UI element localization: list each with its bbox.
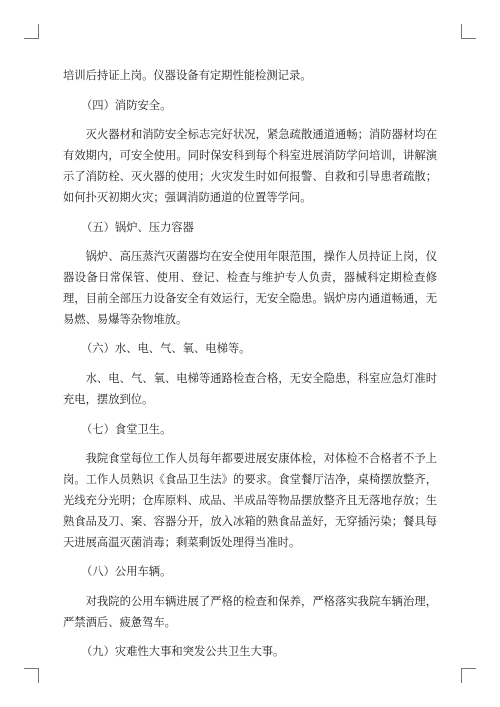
section-heading: （四）消防安全。 xyxy=(81,98,172,112)
section-heading: （九）灾难性大事和突发公共卫生大事。 xyxy=(81,645,285,659)
section-heading: （五）锅炉、压力容器 xyxy=(81,220,194,234)
paragraph: 水、电、气、氧、电梯等通路检查合格，无安全隐患，科室应急灯准时充电，摆放到位。 xyxy=(63,372,437,406)
crop-mark-top-right xyxy=(461,24,476,39)
crop-mark-bottom-left xyxy=(24,668,39,683)
section-heading: （八）公用车辆。 xyxy=(81,565,172,579)
paragraph: 灭火器材和消防安全标志完好状况，紧急疏散通道通畅；消防器材均在有效期内，可安全使用。同时保安科到每个科室进展消防学问培训，讲解演示了消防栓、灭火器的使用；火灾发生时如何报警、自救和引导患者疏散；如何扑灭初期火灾；强调消防通道的位置等学问。 xyxy=(63,128,437,204)
paragraph: 对我院的公用车辆进展了严格的检查和保养，严格落实我院车辆治理，严禁酒后、疲惫驾车。 xyxy=(63,594,437,629)
paragraph: 培训后持证上岗。仪器设备有定期性能检测记录。 xyxy=(63,69,312,82)
crop-mark-top-left xyxy=(24,24,39,39)
section-heading: （六）水、电、气、氧、电梯等。 xyxy=(81,342,251,356)
paragraph: 我院食堂每位工作人员每年都要进展安康体检，对体检不合格者不予上岗。工作人员熟识《食品卫生法》的要求。食堂餐厅洁净，桌椅摆放整齐，光线充分光明；仓库原料、成品、半成品等物品摆放整齐且无落地存放；生熟食品及刀、案、容器分开，放入冰箱的熟食品盖好，无穿插污染；餐具每天进展高温灭菌消毒；剩菜剩饭处理得当准时。 xyxy=(63,452,437,549)
document-body xyxy=(63,66,437,672)
paragraph: 锅炉、高压蒸汽灭菌器均在安全使用年限范围，操作人员持证上岗，仪器设备日常保管、使用、登记、检查与维护专人负责，器械科定期检查修理，目前全部压力设备安全有效运行，无安全隐患。锅炉房内通道畅通，无易燃、易爆等杂物堆放。 xyxy=(63,250,437,326)
crop-mark-bottom-right xyxy=(461,668,476,683)
section-heading: （七）食堂卫生。 xyxy=(81,422,172,436)
